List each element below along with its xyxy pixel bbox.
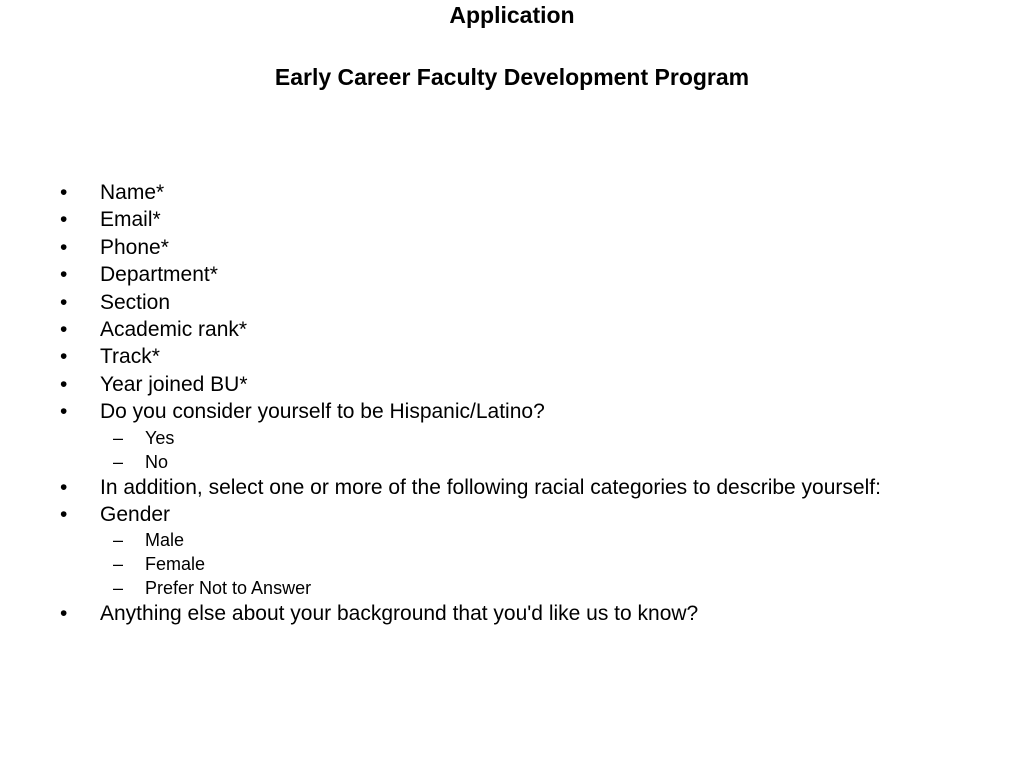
application-field-list [0,179,1000,628]
bullet-icon: • [60,400,68,424]
bullet-icon: • [60,181,68,204]
dash-icon: – [113,427,124,448]
field-name [0,179,1000,206]
bullet-icon: • [60,318,68,342]
bullet-icon: • [60,345,68,369]
bullet-icon: • [60,263,68,287]
dash-icon: – [113,451,124,472]
option-item [0,450,1000,474]
field-hispanic-latino [0,398,1000,425]
field-year-joined [0,371,1000,398]
field-label: Academic rank* [100,318,248,342]
field-label: Track* [100,345,160,369]
field-email [0,206,1000,233]
bullet-icon: • [60,208,68,232]
dash-icon: – [113,578,124,599]
option-label: Male [145,530,185,551]
bullet-icon: • [60,372,68,396]
field-academic-rank [0,316,1000,343]
field-gender [0,501,1000,528]
dash-icon: – [113,530,124,551]
option-label: No [145,451,169,472]
dash-icon: – [113,554,124,575]
field-label: Department* [100,263,218,287]
page-title: Application [449,2,575,28]
field-phone [0,234,1000,261]
field-track [0,343,1000,370]
field-label: Section [100,290,171,314]
field-label: Email* [100,208,161,232]
bullet-icon: • [60,290,68,314]
bullet-icon: • [60,235,68,259]
option-item [0,426,1000,450]
field-label: Phone* [100,235,169,259]
field-label: Gender [100,503,171,527]
field-additional-background [0,600,1000,627]
option-label: Prefer Not to Answer [145,578,312,599]
field-label: Name* [100,181,165,204]
option-item [0,576,1000,600]
bullet-icon: • [60,475,68,499]
field-label: In addition, select one or more of the following racial categories to describe yourself: [100,475,881,499]
option-list [0,528,1000,600]
field-label: Anything else about your background that you'd like us to know? [100,602,699,626]
bullet-icon: • [60,503,68,527]
program-title: Early Career Faculty Development Program [274,64,750,90]
field-racial-categories [0,474,1000,501]
option-item [0,528,1000,552]
field-label: Year joined BU* [100,372,248,396]
option-label: Yes [145,427,175,448]
option-item [0,552,1000,576]
field-department [0,261,1000,288]
option-list [0,426,1000,474]
field-section [0,289,1000,316]
option-label: Female [145,554,206,575]
bullet-icon: • [60,602,68,626]
field-label: Do you consider yourself to be Hispanic/Latino? [100,400,545,424]
